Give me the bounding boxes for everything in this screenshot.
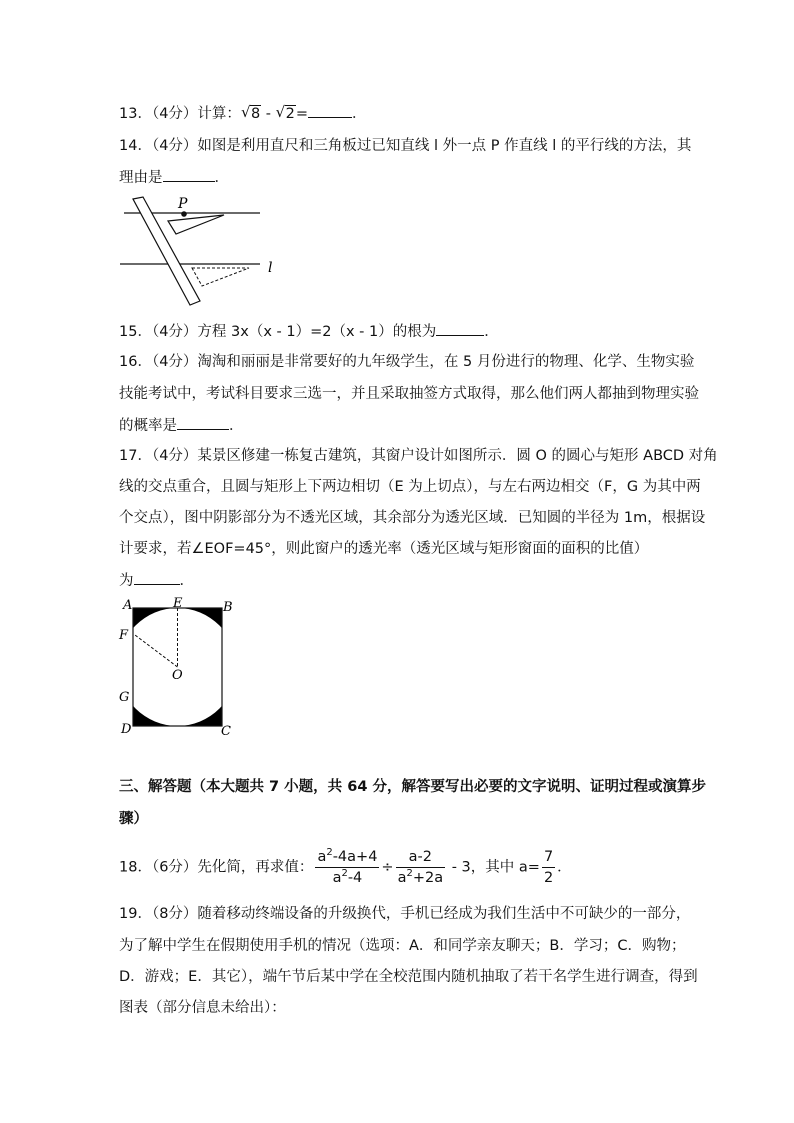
label-g: G bbox=[119, 690, 130, 705]
question-16-line-2: 技能考试中，考试科目要求三选一，并且采取抽签方式取得，那么他们两人都抽到物理实验 bbox=[119, 386, 699, 402]
label-d: D bbox=[121, 722, 132, 737]
section-3-heading-line-1: 三、解答题（本大题共 7 小题，共 64 分，解答要写出必要的文字说明、证明过程或演算步 bbox=[119, 779, 706, 795]
window-figure bbox=[115, 595, 240, 740]
question-16-line-1: 16．（4分）淘淘和丽丽是非常要好的九年级学生，在 5 月份进行的物理、化学、生物实验 bbox=[119, 354, 695, 370]
label-l: l bbox=[268, 260, 273, 276]
answer-blank bbox=[308, 103, 352, 118]
answer-blank bbox=[163, 167, 215, 182]
question-14-line-2: 理由是 ． bbox=[119, 167, 229, 188]
question-13: 13．（4分）计算： √ 8 - √ 2= ． bbox=[119, 103, 367, 122]
question-17-line-3: 个交点），图中阴影部分为不透光区域，其余部分为透光区域．已知圆的半径为 1m，根据设 bbox=[119, 510, 706, 526]
question-17-line-4: 计要求，若∠EOF=45°，则此窗户的透光率（透光区域与矩形窗面的面积的比值） bbox=[119, 541, 649, 557]
answer-blank bbox=[134, 570, 180, 585]
label-a: A bbox=[123, 598, 133, 613]
question-14-line-1: 14．（4分）如图是利用直尺和三角板过已知直线 l 外一点 P 作直线 l 的平行线的方法，其 bbox=[119, 138, 692, 154]
question-17-line-1: 17．（4分）某景区修建一栋复古建筑，其窗户设计如图所示．圆 O 的圆心与矩形 ABCD 对角 bbox=[119, 448, 718, 464]
label-p: P bbox=[178, 196, 188, 212]
section-3-heading-line-2: 骤） bbox=[119, 811, 148, 827]
fraction-2: $\frac{a-2}{a^2+2a}$ bbox=[397, 849, 444, 886]
question-17-line-2: 线的交点重合，且圆与矩形上下两边相切（E 为上切点），与左右两边相交（F，G 为其中两 bbox=[119, 479, 701, 495]
question-16-line-3: 的概率是 ． bbox=[119, 415, 244, 436]
question-15: 15．（4分）方程 3x（x - 1）=2（x - 1）的根为 ． bbox=[119, 321, 499, 342]
label-e: E bbox=[173, 596, 183, 611]
question-19-line-2: 为了解中学生在假期使用手机的情况（选项：A．和同学亲友聊天；B．学习；C．购物； bbox=[119, 938, 686, 954]
question-19-line-4: 图表（部分信息未给出）： bbox=[119, 1000, 286, 1016]
label-c: C bbox=[221, 724, 231, 739]
triangle-set-square bbox=[168, 215, 224, 234]
answer-blank bbox=[436, 321, 484, 336]
fraction-1: $\frac{a^2-4a+4}{a^2-4}$ bbox=[317, 847, 378, 886]
sqrt-2: √ 2 bbox=[275, 103, 295, 122]
label-o: O bbox=[172, 668, 183, 683]
fraction-value: $\frac{7}{2}$ bbox=[543, 849, 554, 886]
question-19-line-1: 19．（8分）随着移动终端设备的升级换代，手机已经成为我们生活中不可缺少的一部分， bbox=[119, 906, 691, 922]
answer-blank bbox=[177, 415, 229, 430]
question-17-line-5: 为 ． bbox=[119, 570, 194, 591]
point-p bbox=[181, 211, 187, 217]
label-b: B bbox=[223, 600, 233, 615]
label-f: F bbox=[119, 628, 129, 643]
question-18: 18．（6分）先化简，再求值： $\frac{a^2-4a+4}{a^2-4}$ ÷ $\frac{a-2}{a^2+2a}$ - 3，其中 a= $\frac{7}{2}$ ． bbox=[119, 847, 572, 886]
sqrt-8: √ 8 bbox=[240, 103, 261, 122]
triangle-dashed bbox=[192, 268, 249, 286]
ruler-triangle-figure bbox=[118, 195, 283, 310]
question-19-line-3: D．游戏；E．其它），端午节后某中学在全校范围内随机抽取了若干名学生进行调查，得到 bbox=[119, 969, 698, 985]
